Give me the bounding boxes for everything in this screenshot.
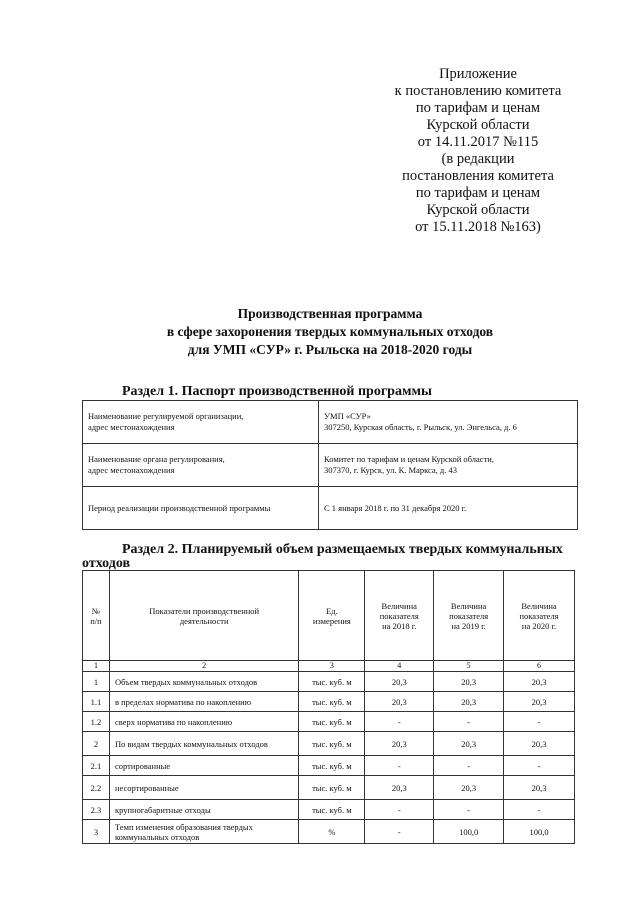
row-value-2018: 20,3 [365, 776, 434, 800]
header-line: Ед. [326, 605, 338, 616]
row-name: Объем твердых коммунальных отходов [109, 672, 298, 692]
appendix-line: по тарифам и ценам [415, 185, 541, 201]
section2-title-cont: отходов [82, 556, 131, 571]
key-line: Наименование регулируемой организации, [88, 411, 244, 421]
appendix-line: Курской области [426, 202, 530, 218]
header-line: показателя [379, 610, 419, 621]
row-value-2019: 100,0 [434, 820, 504, 844]
row-number: 1.2 [83, 712, 110, 732]
row-unit: тыс. куб. м [299, 756, 365, 776]
header-line: № [91, 605, 101, 616]
row-number: 2 [83, 732, 110, 756]
row-name: в пределах норматива по накоплению [109, 692, 298, 712]
table-row [83, 692, 575, 712]
program-title-line: в сфере захоронения твердых коммунальных отходов [166, 324, 494, 339]
row-unit: тыс. куб. м [299, 800, 365, 820]
header-line: Величина [381, 600, 417, 611]
program-title-line: Производственная программа [237, 306, 423, 321]
row-value-2020: 20,3 [504, 672, 575, 692]
key-line: адрес местонахождения [88, 465, 175, 475]
header-cell [83, 571, 110, 661]
header-line: Величина [450, 600, 487, 611]
value-line: Комитет по тарифам и ценам Курской области, [324, 454, 494, 464]
row-value-2020: 100,0 [504, 820, 575, 844]
passport-value [319, 444, 578, 487]
table-row [83, 732, 575, 756]
row-number: 1.1 [83, 692, 110, 712]
column-number: 5 [434, 661, 504, 672]
table-row [83, 800, 575, 820]
row-name: сверх норматива по накоплению [109, 712, 298, 732]
row-value-2019: - [434, 756, 504, 776]
column-number: 2 [109, 661, 298, 672]
value-line: 307250, Курская область, г. Рыльск, ул. Энгельса, д. 6 [324, 422, 517, 432]
row-number: 3 [83, 820, 110, 844]
column-number-row [83, 661, 575, 672]
table-row [83, 401, 578, 444]
column-number: 1 [83, 661, 110, 672]
row-value-2019: - [434, 712, 504, 732]
table-row [83, 756, 575, 776]
table-row [83, 820, 575, 844]
row-unit: тыс. куб. м [299, 672, 365, 692]
row-value-2018: - [365, 756, 434, 776]
appendix-line: от 14.11.2017 №115 [417, 134, 539, 150]
appendix-line: по тарифам и ценам [415, 100, 541, 116]
row-value-2018: - [365, 820, 434, 844]
table-row [83, 487, 578, 530]
table-row [83, 712, 575, 732]
row-name: крупногабаритные отходы [109, 800, 298, 820]
row-value-2019: 20,3 [434, 672, 504, 692]
row-number: 1 [83, 672, 110, 692]
row-unit: % [299, 820, 365, 844]
row-name-line: Темп изменения образования твердых [114, 821, 253, 832]
row-number: 2.1 [83, 756, 110, 776]
row-name-line: коммунальных отходов [114, 831, 200, 842]
header-line: Показатели производственной [149, 605, 260, 616]
row-name: сортированные [109, 756, 298, 776]
header-line: показателя [449, 610, 489, 621]
row-name: По видам твердых коммунальных отходов [109, 732, 298, 756]
row-unit: тыс. куб. м [299, 712, 365, 732]
value-line: УМП «СУР» [324, 411, 371, 421]
row-value-2020: 20,3 [504, 776, 575, 800]
row-value-2018: 20,3 [365, 732, 434, 756]
row-unit: тыс. куб. м [299, 776, 365, 800]
passport-value [319, 401, 578, 444]
volume-table [82, 570, 575, 844]
table-header-row [83, 571, 575, 661]
row-value-2019: 20,3 [434, 776, 504, 800]
program-title [60, 305, 600, 359]
header-line: Величина [521, 600, 557, 611]
key-line: адрес местонахождения [88, 422, 175, 432]
header-line: на 2020 г. [521, 620, 557, 631]
row-value-2018: 20,3 [365, 692, 434, 712]
row-value-2019: 20,3 [434, 692, 504, 712]
appendix-line: постановления комитета [402, 168, 554, 184]
header-line: на 2018 г. [382, 620, 417, 631]
row-value-2018: - [365, 712, 434, 732]
appendix-line: Приложение [439, 66, 517, 82]
passport-key [83, 444, 319, 487]
row-name: несортированные [109, 776, 298, 800]
key-line: Наименование органа регулирования, [88, 454, 225, 464]
section2-title: Раздел 2. Планируемый объем размещаемых твердых коммунальных [122, 542, 563, 557]
key-line: Период реализации производственной программы [88, 502, 271, 513]
column-number: 6 [504, 661, 575, 672]
header-line: измерения [312, 615, 351, 626]
row-unit: тыс. куб. м [299, 692, 365, 712]
passport-key [83, 487, 319, 530]
header-cell [299, 571, 365, 661]
value-line: С 1 января 2018 г. по 31 декабря 2020 г. [324, 502, 467, 513]
row-value-2019: - [434, 800, 504, 820]
row-unit: тыс. куб. м [299, 732, 365, 756]
section1-title: Раздел 1. Паспорт производственной программы [122, 384, 432, 399]
row-value-2020: 20,3 [504, 692, 575, 712]
column-number: 3 [299, 661, 365, 672]
row-value-2020: - [504, 756, 575, 776]
appendix-header [380, 66, 576, 236]
row-number: 2.2 [83, 776, 110, 800]
row-value-2020: - [504, 800, 575, 820]
row-value-2020: 20,3 [504, 732, 575, 756]
header-cell [504, 571, 575, 661]
header-cell [434, 571, 504, 661]
passport-value [319, 487, 578, 530]
header-line: п/п [90, 615, 102, 626]
header-cell [109, 571, 298, 661]
appendix-line: (в редакции [441, 151, 515, 167]
program-title-line: для УМП «СУР» г. Рыльска на 2018-2020 годы [187, 342, 473, 357]
passport-table [82, 400, 578, 530]
header-line: деятельности [179, 615, 229, 626]
table-row [83, 444, 578, 487]
appendix-line: от 15.11.2018 №163) [415, 219, 541, 235]
row-name [109, 820, 298, 844]
value-line: 307370, г. Курск, ул. К. Маркса, д. 43 [324, 465, 457, 475]
row-value-2018: 20,3 [365, 672, 434, 692]
header-cell [365, 571, 434, 661]
table-row [83, 672, 575, 692]
passport-key [83, 401, 319, 444]
column-number: 4 [365, 661, 434, 672]
row-value-2019: 20,3 [434, 732, 504, 756]
appendix-line: Курской области [426, 117, 530, 133]
header-line: на 2019 г. [451, 620, 486, 631]
row-value-2020: - [504, 712, 575, 732]
row-value-2018: - [365, 800, 434, 820]
table-row [83, 776, 575, 800]
row-number: 2.3 [83, 800, 110, 820]
appendix-line: к постановлению комитета [394, 83, 562, 99]
header-line: показателя [519, 610, 559, 621]
